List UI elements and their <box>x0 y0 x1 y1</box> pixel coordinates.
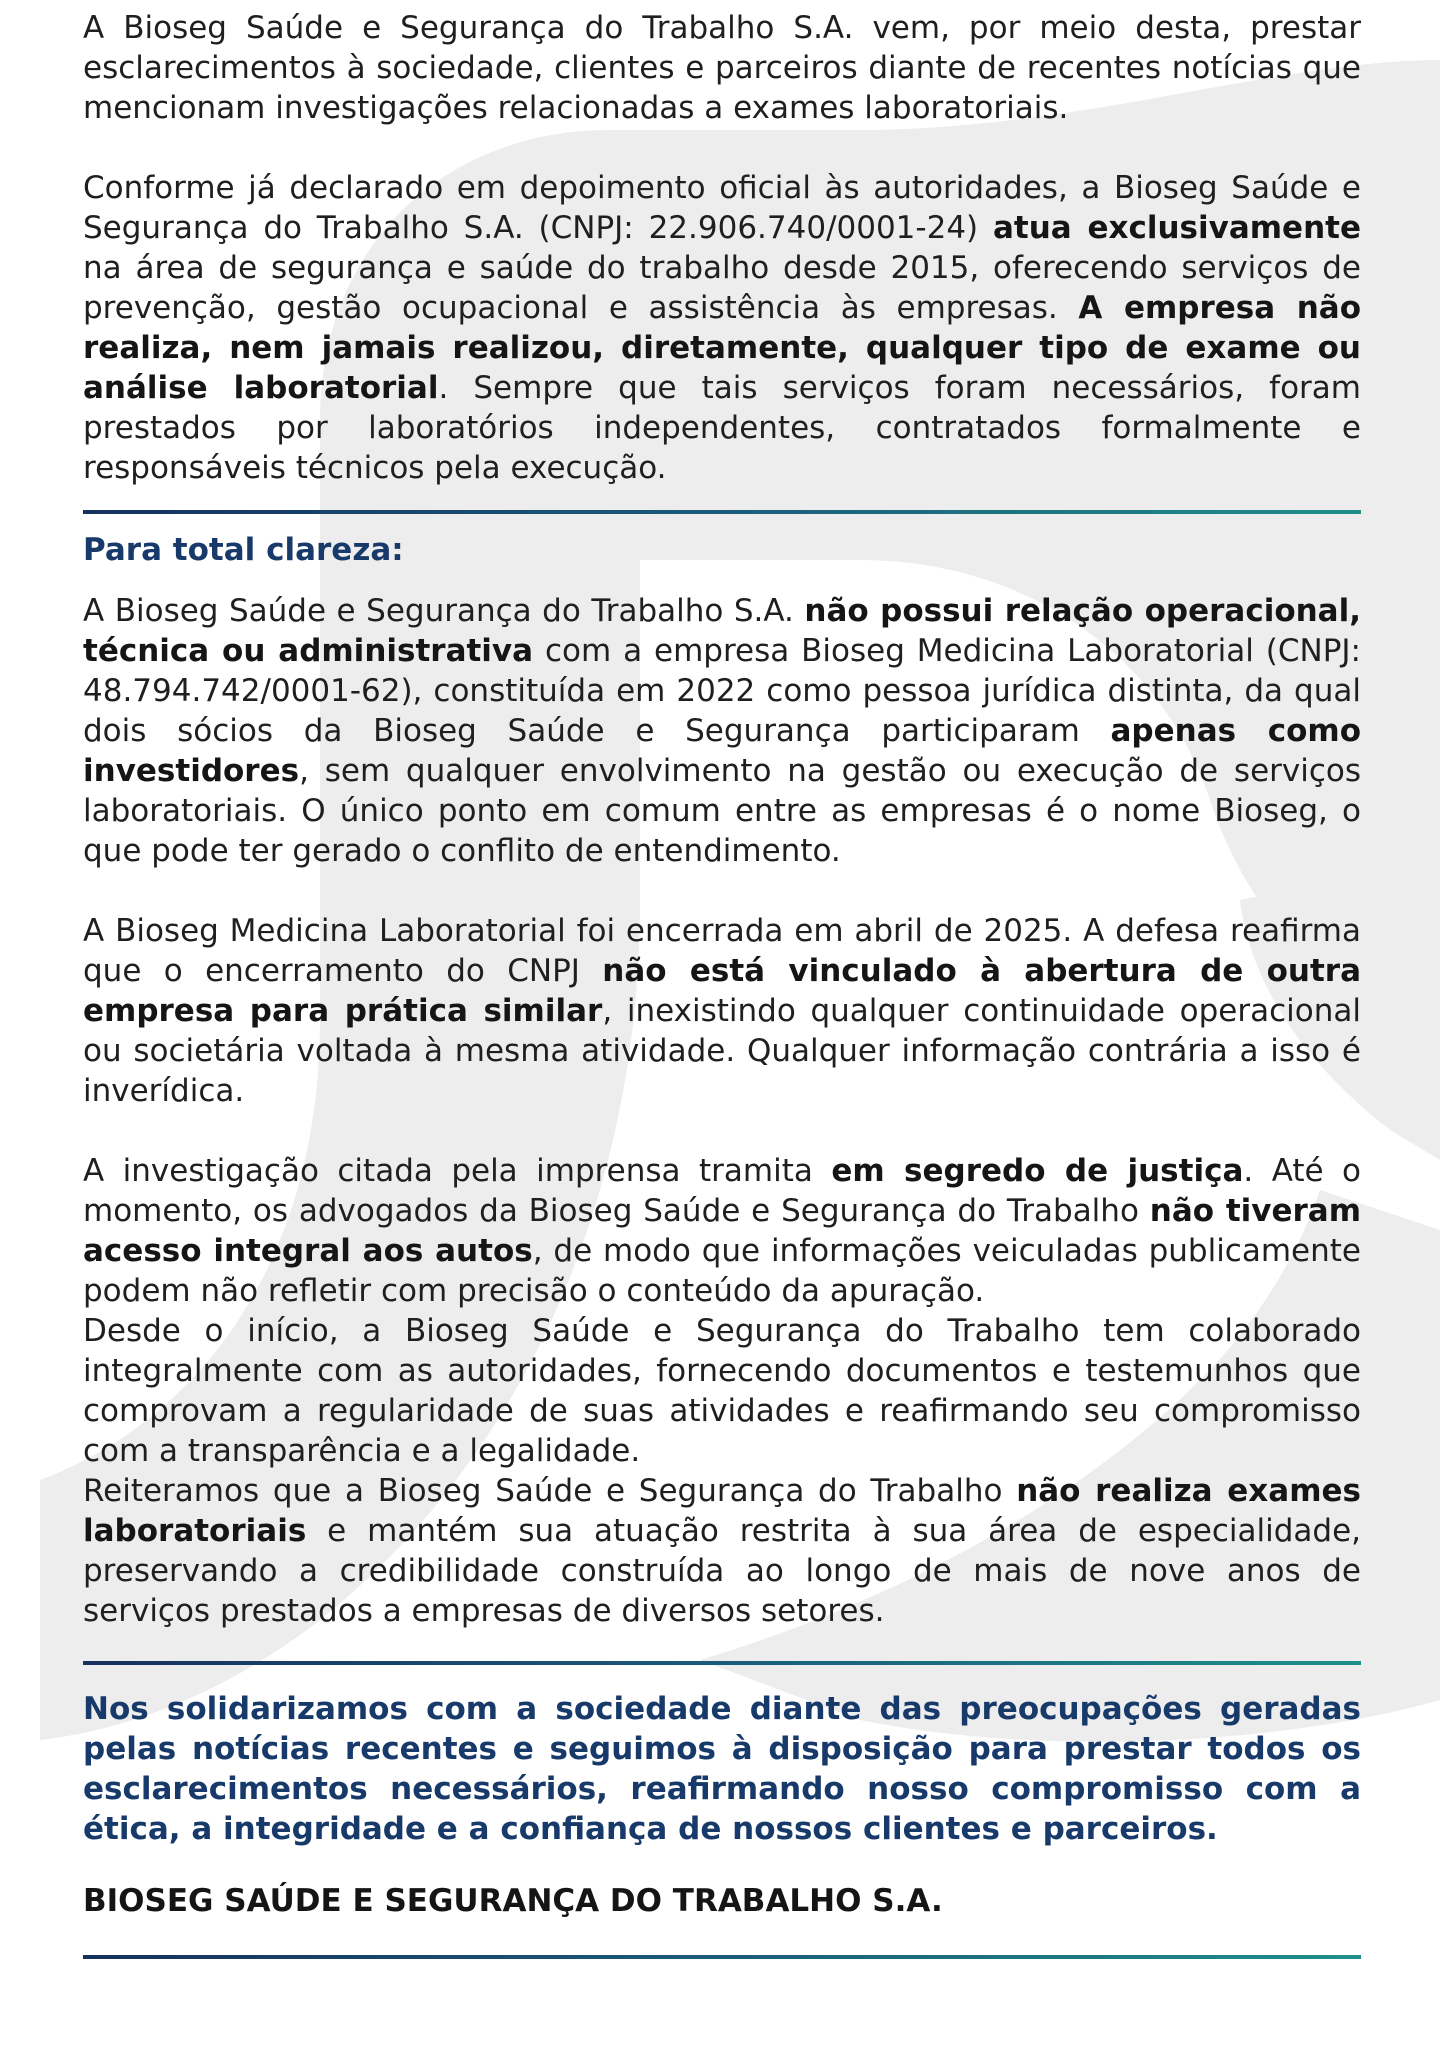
bold-run: A empresa não realiza, nem jamais realizou, diretamente, qualquer tipo de exame ou análise laboratorial <box>83 290 1361 406</box>
text-run: Conforme já declarado em depoimento oficial às autoridades, a Bioseg Saúde e Segurança do Trabalho S.A. (CNPJ: 22.906.740/0001-24) <box>83 170 1361 246</box>
bold-run: em segredo de justiça <box>831 1153 1244 1189</box>
text-run: na área de segurança e saúde do trabalho desde 2015, oferecendo serviços de prevenção, gestão ocupacional e assistência às empresas. <box>83 250 1361 326</box>
closing-statement: Nos solidarizamos com a sociedade diante das preocupações geradas pelas notícias recentes e seguimos à disposição para prestar todos os esclarecimentos necessários, reafirmando nosso compromisso com a ética, a integridade e a confiança de nossos clientes e parceiros. <box>83 1691 1361 1847</box>
paragraph-activity <box>83 168 1361 488</box>
bold-run: apenas como investidores <box>83 713 1361 789</box>
paragraph-closure <box>83 911 1361 1111</box>
paragraph-reiteration <box>83 1471 1361 1631</box>
bold-run: não possui relação operacional, técnica ou administrativa <box>83 593 1362 669</box>
intro-paragraph: A Bioseg Saúde e Segurança do Trabalho S.A. vem, por meio desta, prestar esclarecimentos à sociedade, clientes e parceiros diante de recentes notícias que mencionam investigações relacionadas a exames laboratoriais. <box>83 10 1361 126</box>
text-run: , sem qualquer envolvimento na gestão ou execução de serviços laboratoriais. O único ponto em comum entre as empresas é o nome Bioseg, o que pode ter gerado o conflito de entendimento. <box>83 753 1361 869</box>
bold-run: não realiza exames laboratoriais <box>83 1473 1361 1549</box>
bold-run: não está vinculado à abertura de outra empresa para prática similar <box>83 953 1362 1029</box>
bold-run: não tiveram acesso integral aos autos <box>83 1193 1361 1269</box>
paragraph-investigation <box>83 1151 1361 1311</box>
paragraph-relationship <box>83 591 1361 871</box>
text-run: com a empresa Bioseg Medicina Laboratorial (CNPJ: 48.794.742/0001-62), constituída em 2022 como pessoa jurídica distinta, da qual dois sócios da Bioseg Saúde e Segurança participaram <box>83 633 1361 749</box>
text-run: A Bioseg Medicina Laboratorial foi encerrada em abril de 2025. A defesa reafirma que o encerramento do CNPJ <box>83 913 1361 989</box>
text-run: A investigação citada pela imprensa tramita <box>83 1153 832 1189</box>
document-body <box>83 8 1361 1959</box>
section-heading: Para total clareza: <box>83 532 404 568</box>
text-run: Reiteramos que a Bioseg Saúde e Segurança do Trabalho <box>83 1473 1017 1509</box>
text-run: . Sempre que tais serviços foram necessários, foram prestados por laboratórios independentes, contratados formalmente e responsáveis técnicos pela execução. <box>83 370 1361 486</box>
divider-rule <box>83 1955 1361 1959</box>
text-run: A Bioseg Saúde e Segurança do Trabalho S.A. <box>83 593 805 629</box>
bold-run: atua exclusivamente <box>992 210 1361 246</box>
company-signature: BIOSEG SAÚDE E SEGURANÇA DO TRABALHO S.A. <box>83 1883 943 1919</box>
text-run: , de modo que informações veiculadas publicamente podem não refletir com precisão o conteúdo da apuração. <box>83 1233 1361 1309</box>
text-run: . Até o momento, os advogados da Bioseg Saúde e Segurança do Trabalho <box>83 1153 1362 1229</box>
text-run: e mantém sua atuação restrita à sua área de especialidade, preservando a credibilidade construída ao longo de mais de nove anos de serviços prestados a empresas de diversos setores. <box>83 1513 1361 1629</box>
text-run: , inexistindo qualquer continuidade operacional ou societária voltada à mesma atividade. Qualquer informação contrária a isso é inverídica. <box>83 993 1361 1109</box>
paragraph-collaboration: Desde o início, a Bioseg Saúde e Segurança do Trabalho tem colaborado integralmente com as autoridades, fornecendo documentos e testemunhos que comprovam a regularidade de suas atividades e reafirmando seu compromisso com a transparência e a legalidade. <box>83 1313 1361 1469</box>
